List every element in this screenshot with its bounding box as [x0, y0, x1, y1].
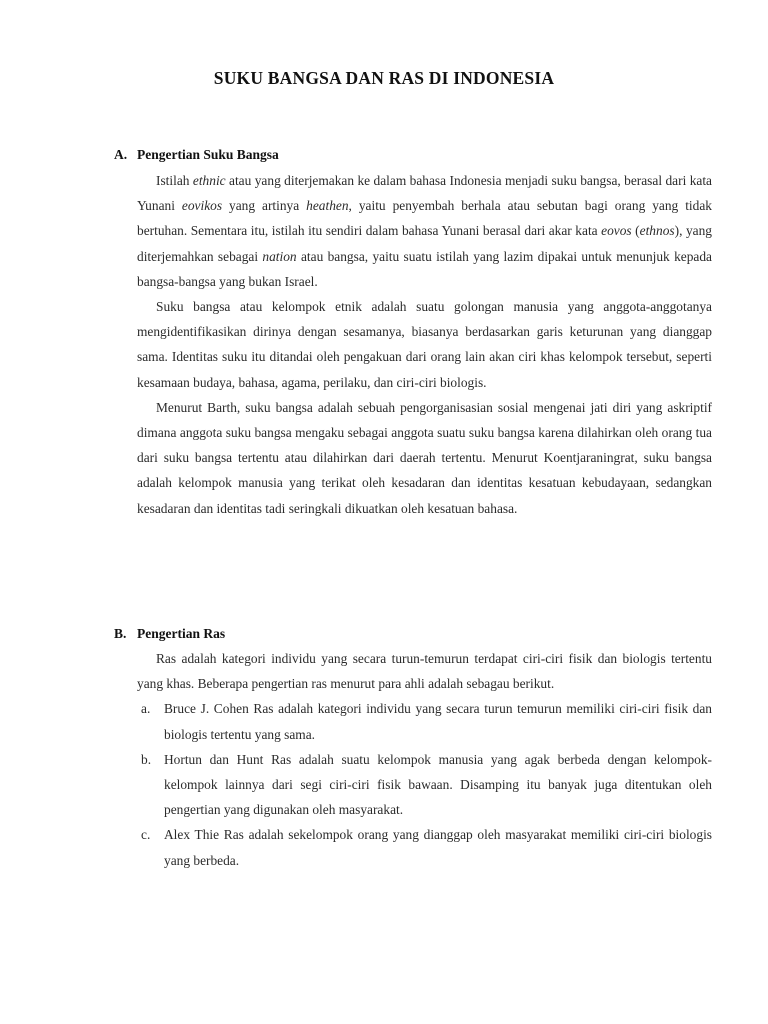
list-item-text: Hortun dan Hunt Ras adalah suatu kelompok manusia yang agak berbeda dengan kelompok-kelompok lainnya dari segi ciri-ciri fisik bawaan. Disamping itu banyak juga ditentukan oleh pengertian yang digunakan oleh masyarakat. — [164, 751, 712, 818]
list-item — [137, 747, 712, 823]
section-a-heading — [114, 147, 714, 163]
section-b-heading — [114, 626, 714, 642]
section-a-title: Pengertian Suku Bangsa — [137, 147, 279, 162]
section-a-paragraph-1: Istilah ethnic atau yang diterjemakan ke dalam bahasa Indonesia menjadi suku bangsa, berasal dari kata Yunani eovikos yang artinya heathen, yaitu penyembah berhala atau sebutan bagi orang yang tidak bertuhan. Sementara itu, istilah itu sendiri dalam bahasa Yunani berasal dari akar kata eovos (ethnos), yang diterjemahkan sebagai nation atau bangsa, yaitu suatu istilah yang lazim dipakai untuk menunjuk kepada bangsa-bangsa yang bukan Israel. — [137, 173, 713, 289]
section-b-number: B. — [114, 626, 127, 641]
section-a-body — [137, 168, 712, 521]
section-a-paragraph-3: Menurut Barth, suku bangsa adalah sebuah pengorganisasian sosial mengenai jati diri yang askriptif dimana anggota suku bangsa mengaku sebagai anggota suatu suku bangsa karena dilahirkan oleh orang tua dari suku bangsa tertentu atau dilahirkan dari daerah tertentu. Menurut Koentjaraningrat, suku bangsa adalah kelompok manusia yang terikat oleh kesadaran dan identitas kesatuan kebudayaan, sedangkan kesadaran dan identitas tadi seringkali dikuatkan oleh kesatuan bahasa. — [137, 399, 712, 516]
list-item-marker: a. — [141, 701, 151, 717]
section-a-number: A. — [114, 147, 128, 162]
list-item — [137, 696, 712, 746]
definition-list — [137, 696, 712, 872]
document-title: SUKU BANGSA DAN RAS DI INDONESIA — [213, 68, 555, 88]
section-b-title: Pengertian Ras — [137, 626, 226, 641]
list-item-text: Alex Thie Ras adalah sekelompok orang yang dianggap oleh masyarakat memiliki ciri-ciri biologis yang berbeda. — [164, 827, 712, 868]
section-b-body — [137, 646, 712, 873]
list-item — [137, 822, 712, 872]
section-a-paragraph-2: Suku bangsa atau kelompok etnik adalah suatu golongan manusia yang anggota-anggotanya mengidentifikasikan dirinya dengan sesamanya, biasanya berdasarkan garis keturunan yang dianggap sama. Identitas suku itu ditandai oleh pengakuan dari orang lain akan ciri khas kelompok tersebut, seperti kesamaan budaya, bahasa, agama, perilaku, dan ciri-ciri biologis. — [137, 299, 712, 390]
list-item-text: Bruce J. Cohen Ras adalah kategori individu yang secara turun temurun memiliki ciri-ciri fisik dan biologis tertentu yang sama. — [164, 701, 712, 742]
section-b-paragraph-1: Ras adalah kategori individu yang secara turun-temurun terdapat ciri-ciri fisik dan biologis tertentu yang khas. Beberapa pengertian ras menurut para ahli adalah sebagau berikut. — [137, 651, 712, 692]
list-item-marker: b. — [141, 751, 152, 767]
list-item-marker: c. — [141, 827, 151, 843]
